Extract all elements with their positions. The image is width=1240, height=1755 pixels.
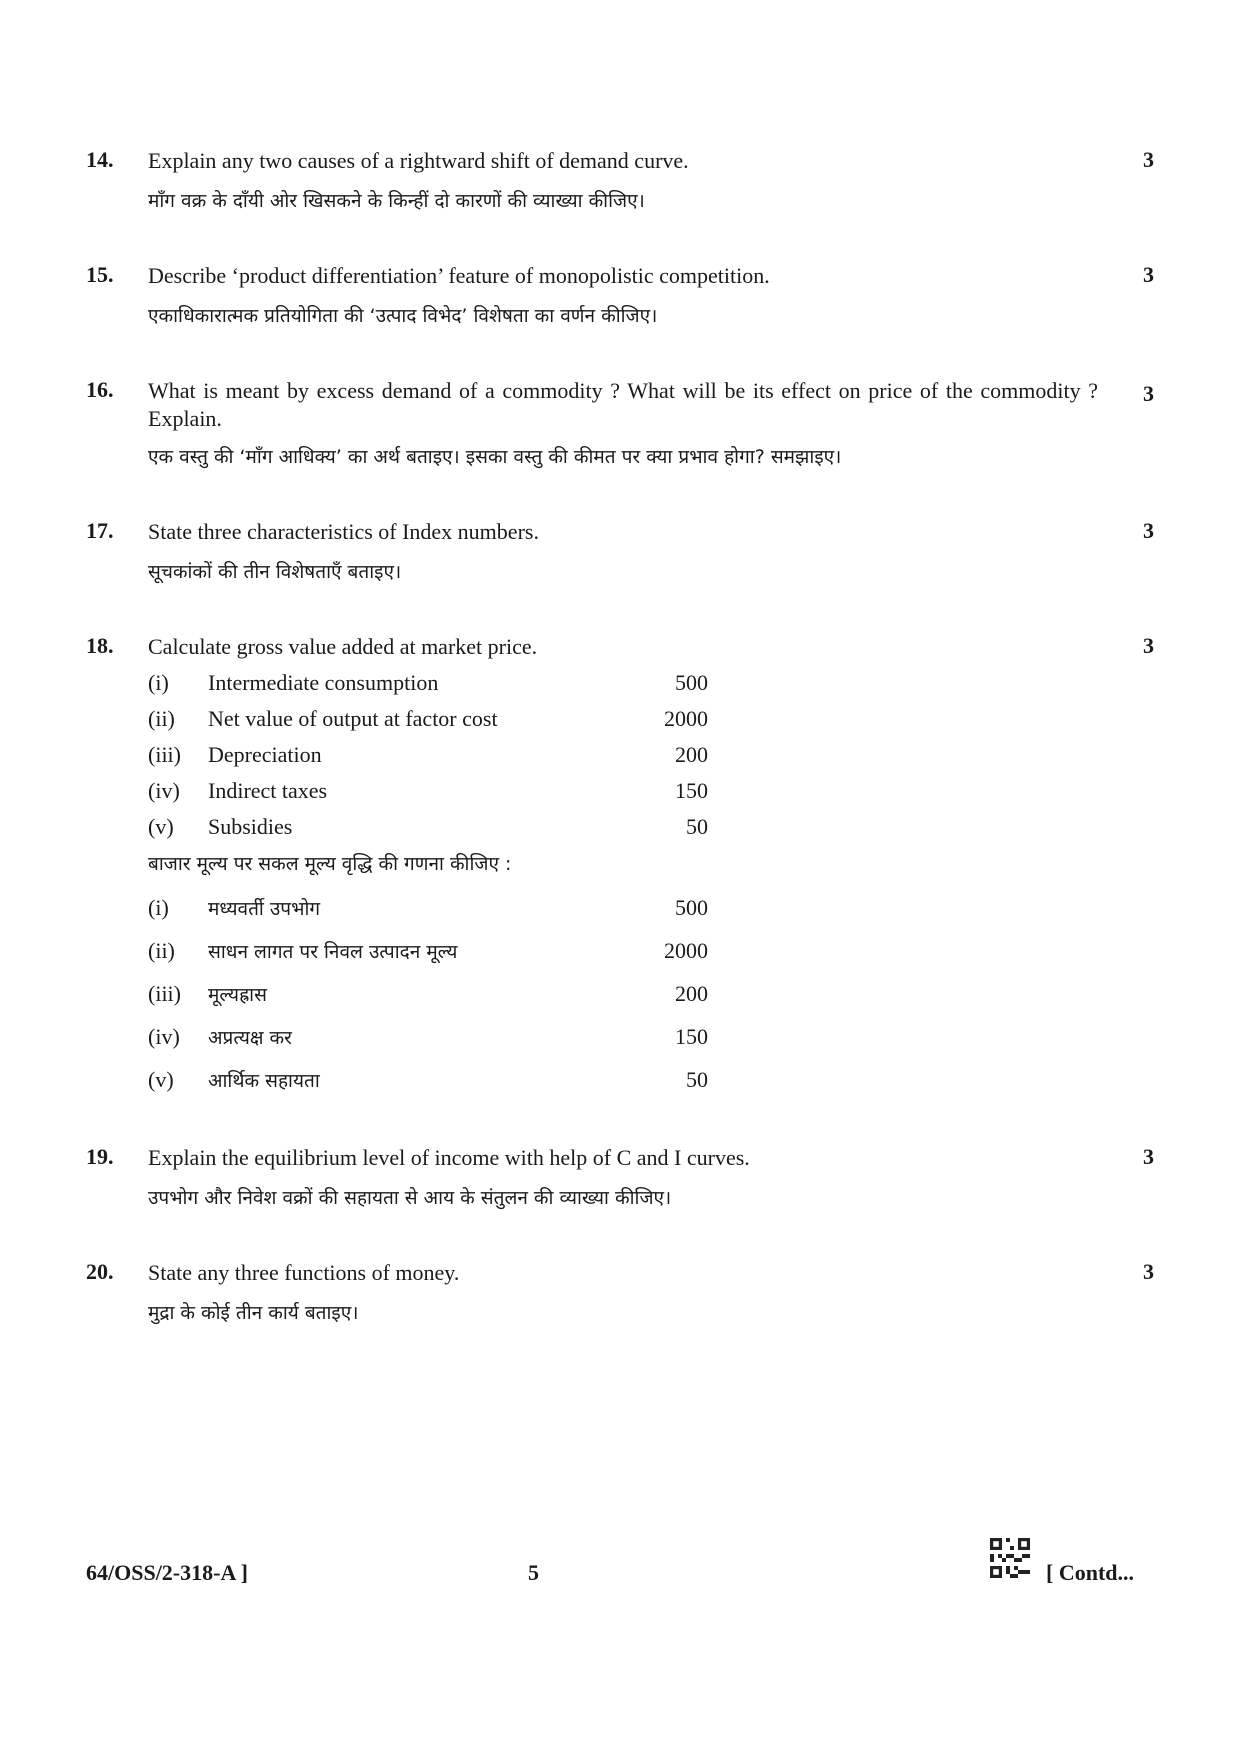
item-number: (iii) — [148, 981, 181, 1006]
page-number: 5 — [528, 1560, 539, 1585]
table-row — [148, 981, 708, 1011]
marks: 3 — [1143, 381, 1154, 406]
table-row — [148, 895, 708, 925]
item-number: (i) — [148, 670, 169, 695]
item-number: (v) — [148, 1067, 174, 1092]
item-value: 200 — [675, 742, 708, 767]
item-label: Subsidies — [208, 814, 293, 839]
question-14 — [86, 147, 1160, 227]
question-number: 15. — [86, 262, 114, 287]
item-number: (iii) — [148, 742, 181, 767]
question-number: 16. — [86, 377, 114, 402]
question-15 — [86, 262, 1160, 342]
item-value: 2000 — [664, 938, 708, 963]
question-18 — [86, 633, 1160, 1103]
item-label: मध्यवर्ती उपभोग — [208, 898, 321, 920]
table-row — [148, 742, 708, 772]
item-label: आर्थिक सहायता — [208, 1070, 320, 1092]
question-text: Explain the equilibrium level of income with help of C and I curves. — [148, 1145, 750, 1170]
question-text: State three characteristics of Index numbers. — [148, 519, 539, 544]
item-label: Net value of output at factor cost — [208, 706, 498, 731]
question-text: What is meant by excess demand of a commodity ? What will be its effect on price of the commodity ? Explain. — [148, 378, 1098, 431]
question-number: 17. — [86, 518, 114, 543]
marks: 3 — [1143, 262, 1154, 287]
item-value: 500 — [675, 895, 708, 920]
item-label: Depreciation — [208, 742, 322, 767]
paper-code: 64/OSS/2-318-A ] — [86, 1560, 248, 1585]
question-text: Explain any two causes of a rightward shift of demand curve. — [148, 148, 689, 173]
marks: 3 — [1143, 518, 1154, 543]
item-number: (i) — [148, 895, 169, 920]
item-value: 150 — [675, 778, 708, 803]
question-text: Calculate gross value added at market price. — [148, 634, 538, 659]
marks: 3 — [1143, 1259, 1154, 1284]
item-number: (ii) — [148, 706, 175, 731]
item-value: 50 — [686, 814, 708, 839]
table-row — [148, 938, 708, 968]
question-text: State any three functions of money. — [148, 1260, 460, 1285]
question-20 — [86, 1259, 1160, 1339]
item-value: 150 — [675, 1024, 708, 1049]
question-text-hindi: माँग वक्र के दाँयी ओर खिसकने के किन्हीं दो कारणों की व्याख्या कीजिए। — [148, 190, 645, 212]
item-label: साधन लागत पर निवल उत्पादन मूल्य — [208, 941, 458, 963]
question-19 — [86, 1144, 1160, 1224]
question-text-hindi: एकाधिकारात्मक प्रतियोगिता की ‘उत्पाद विभेद’ विशेषता का वर्णन कीजिए। — [148, 305, 658, 327]
item-label: Intermediate consumption — [208, 670, 439, 695]
table-row — [148, 814, 708, 844]
item-value: 2000 — [664, 706, 708, 731]
question-number: 19. — [86, 1144, 114, 1169]
question-text-hindi: सूचकांकों की तीन विशेषताएँ बताइए। — [148, 561, 402, 583]
marks: 3 — [1143, 1144, 1154, 1169]
question-16 — [86, 377, 1160, 487]
item-number: (iv) — [148, 778, 180, 803]
item-label: अप्रत्यक्ष कर — [208, 1027, 292, 1049]
table-row — [148, 1024, 708, 1054]
item-label: Indirect taxes — [208, 778, 328, 803]
question-17 — [86, 518, 1160, 598]
question-text-hindi: एक वस्तु की ‘माँग आधिक्य’ का अर्थ बताइए। इसका वस्तु की कीमत पर क्या प्रभाव होगा? समझाइए। — [148, 446, 842, 468]
table-row — [148, 778, 708, 808]
question-number: 20. — [86, 1259, 114, 1284]
item-label: मूल्यह्रास — [208, 984, 267, 1006]
item-number: (ii) — [148, 938, 175, 963]
marks: 3 — [1143, 147, 1154, 172]
question-text-hindi: बाजार मूल्य पर सकल मूल्य वृद्धि की गणना कीजिए : — [148, 853, 512, 875]
qr-code-icon — [990, 1538, 1030, 1578]
question-number: 18. — [86, 633, 114, 658]
item-number: (v) — [148, 814, 174, 839]
item-value: 200 — [675, 981, 708, 1006]
question-text-hindi: मुद्रा के कोई तीन कार्य बताइए। — [148, 1302, 359, 1324]
question-text-hindi: उपभोग और निवेश वक्रों की सहायता से आय के संतुलन की व्याख्या कीजिए। — [148, 1187, 672, 1209]
question-text: Describe ‘product differentiation’ feature of monopolistic competition. — [148, 263, 770, 288]
table-row — [148, 670, 708, 700]
question-number: 14. — [86, 147, 114, 172]
item-value: 50 — [686, 1067, 708, 1092]
table-row — [148, 1067, 708, 1097]
continued-label: [ Contd... — [1046, 1560, 1135, 1585]
table-row — [148, 706, 708, 736]
item-value: 500 — [675, 670, 708, 695]
item-number: (iv) — [148, 1024, 180, 1049]
marks: 3 — [1143, 633, 1154, 658]
